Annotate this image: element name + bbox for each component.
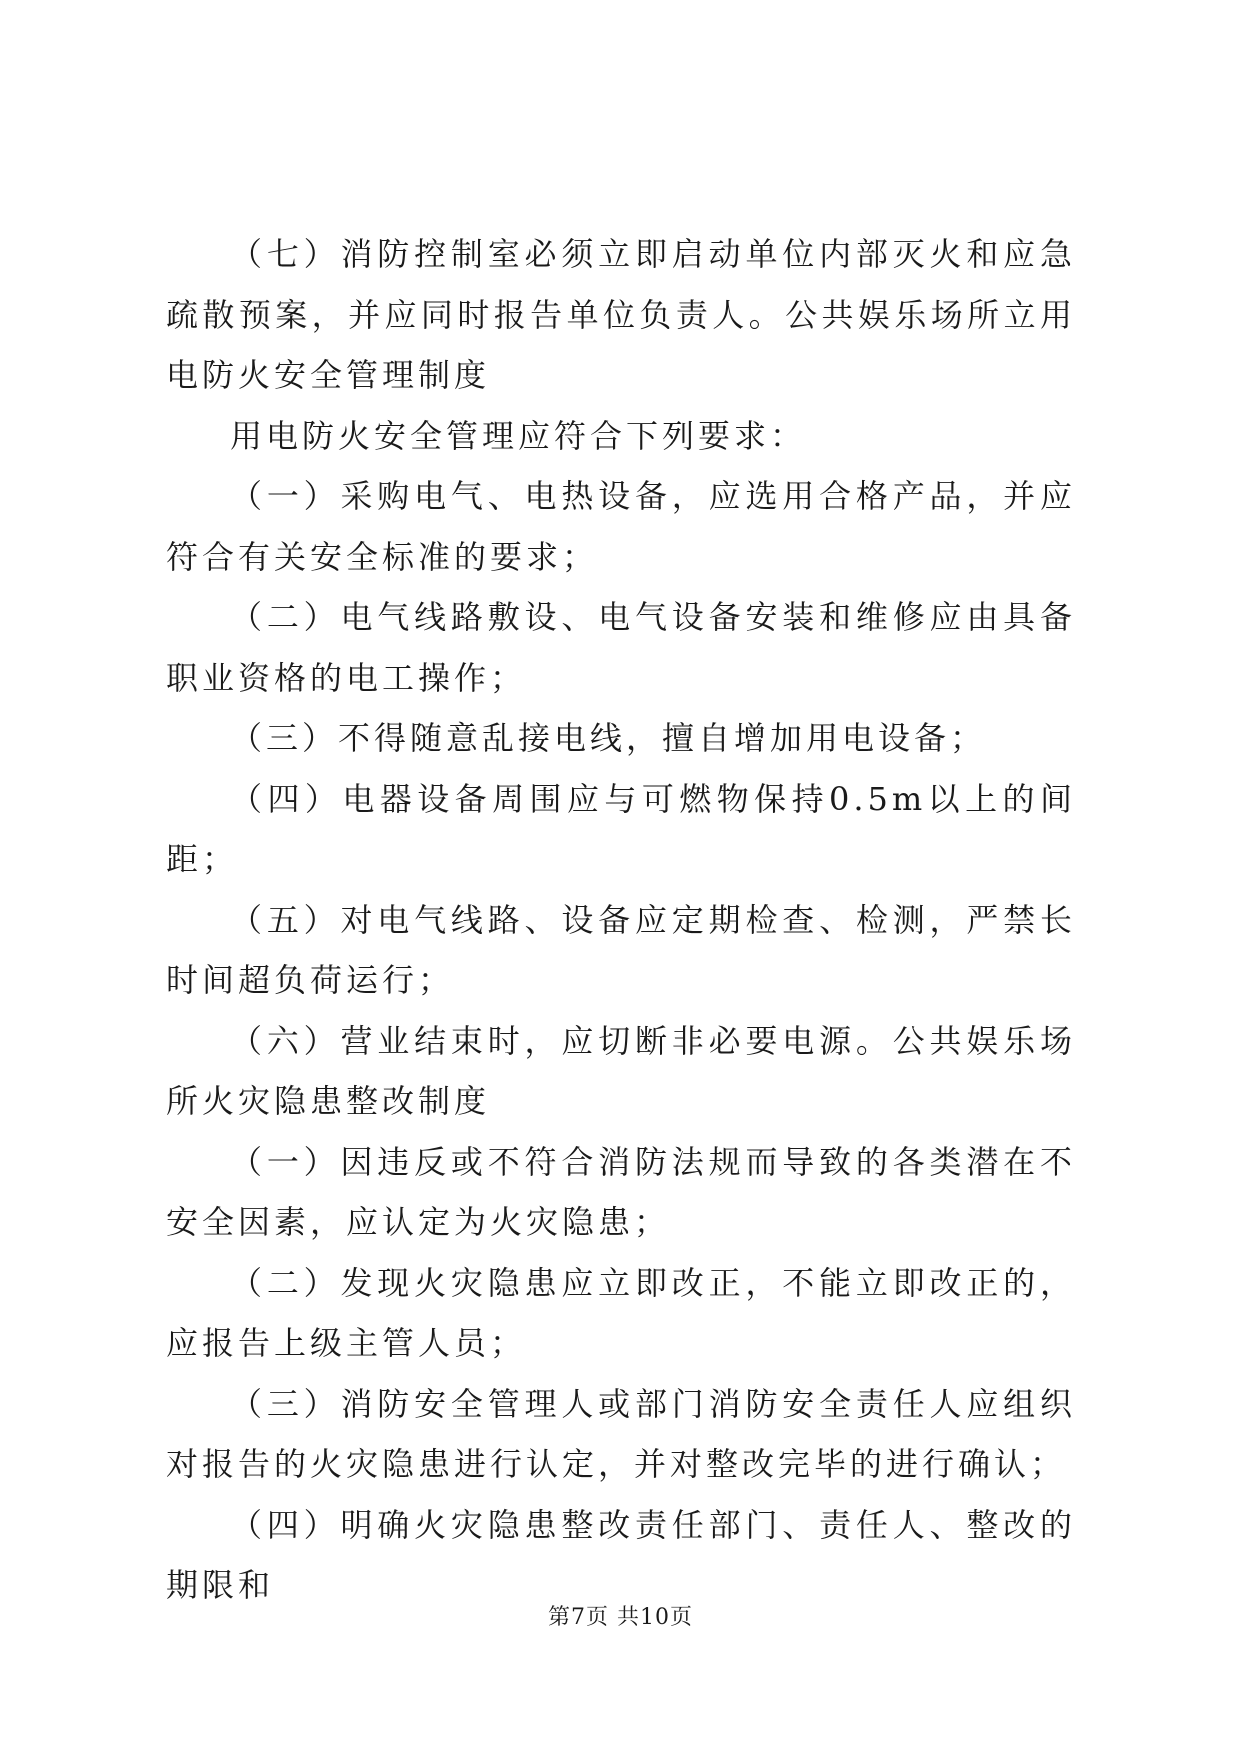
paragraph-12: （四）明确火灾隐患整改责任部门、责任人、整改的期限和 <box>166 1505 1076 1604</box>
paragraph-7: （五）对电气线路、设备应定期检查、检测，严禁长时间超负荷运行； <box>166 900 1076 999</box>
paragraph-2: 用电防火安全管理应符合下列要求： <box>230 416 807 455</box>
paragraph-9: （一）因违反或不符合消防法规而导致的各类潜在不安全因素，应认定为火灾隐患； <box>166 1142 1076 1241</box>
paragraph-8: （六）营业结束时，应切断非必要电源。公共娱乐场所火灾隐患整改制度 <box>166 1021 1076 1120</box>
paragraph-6: （四）电器设备周围应与可燃物保持0.5m以上的间距； <box>166 779 1076 878</box>
paragraph-3: （一）采购电气、电热设备，应选用合格产品，并应符合有关安全标准的要求； <box>166 477 1076 576</box>
paragraph-10: （二）发现火灾隐患应立即改正，不能立即改正的，应报告上级主管人员； <box>166 1263 1076 1362</box>
page-number-footer: 第7页 共10页 <box>548 1605 693 1630</box>
paragraph-4: （二）电气线路敷设、电气设备安装和维修应由具备职业资格的电工操作； <box>166 598 1076 697</box>
paragraph-5: （三）不得随意乱接电线，擅自增加用电设备； <box>230 719 987 757</box>
paragraph-11: （三）消防安全管理人或部门消防安全责任人应组织对报告的火灾隐患进行认定，并对整改完毕的进行确认； <box>166 1384 1076 1483</box>
document-body <box>166 224 1076 1616</box>
paragraph-1: （七）消防控制室必须立即启动单位内部灭火和应急疏散预案，并应同时报告单位负责人。公共娱乐场所立用电防火安全管理制度 <box>166 235 1076 394</box>
